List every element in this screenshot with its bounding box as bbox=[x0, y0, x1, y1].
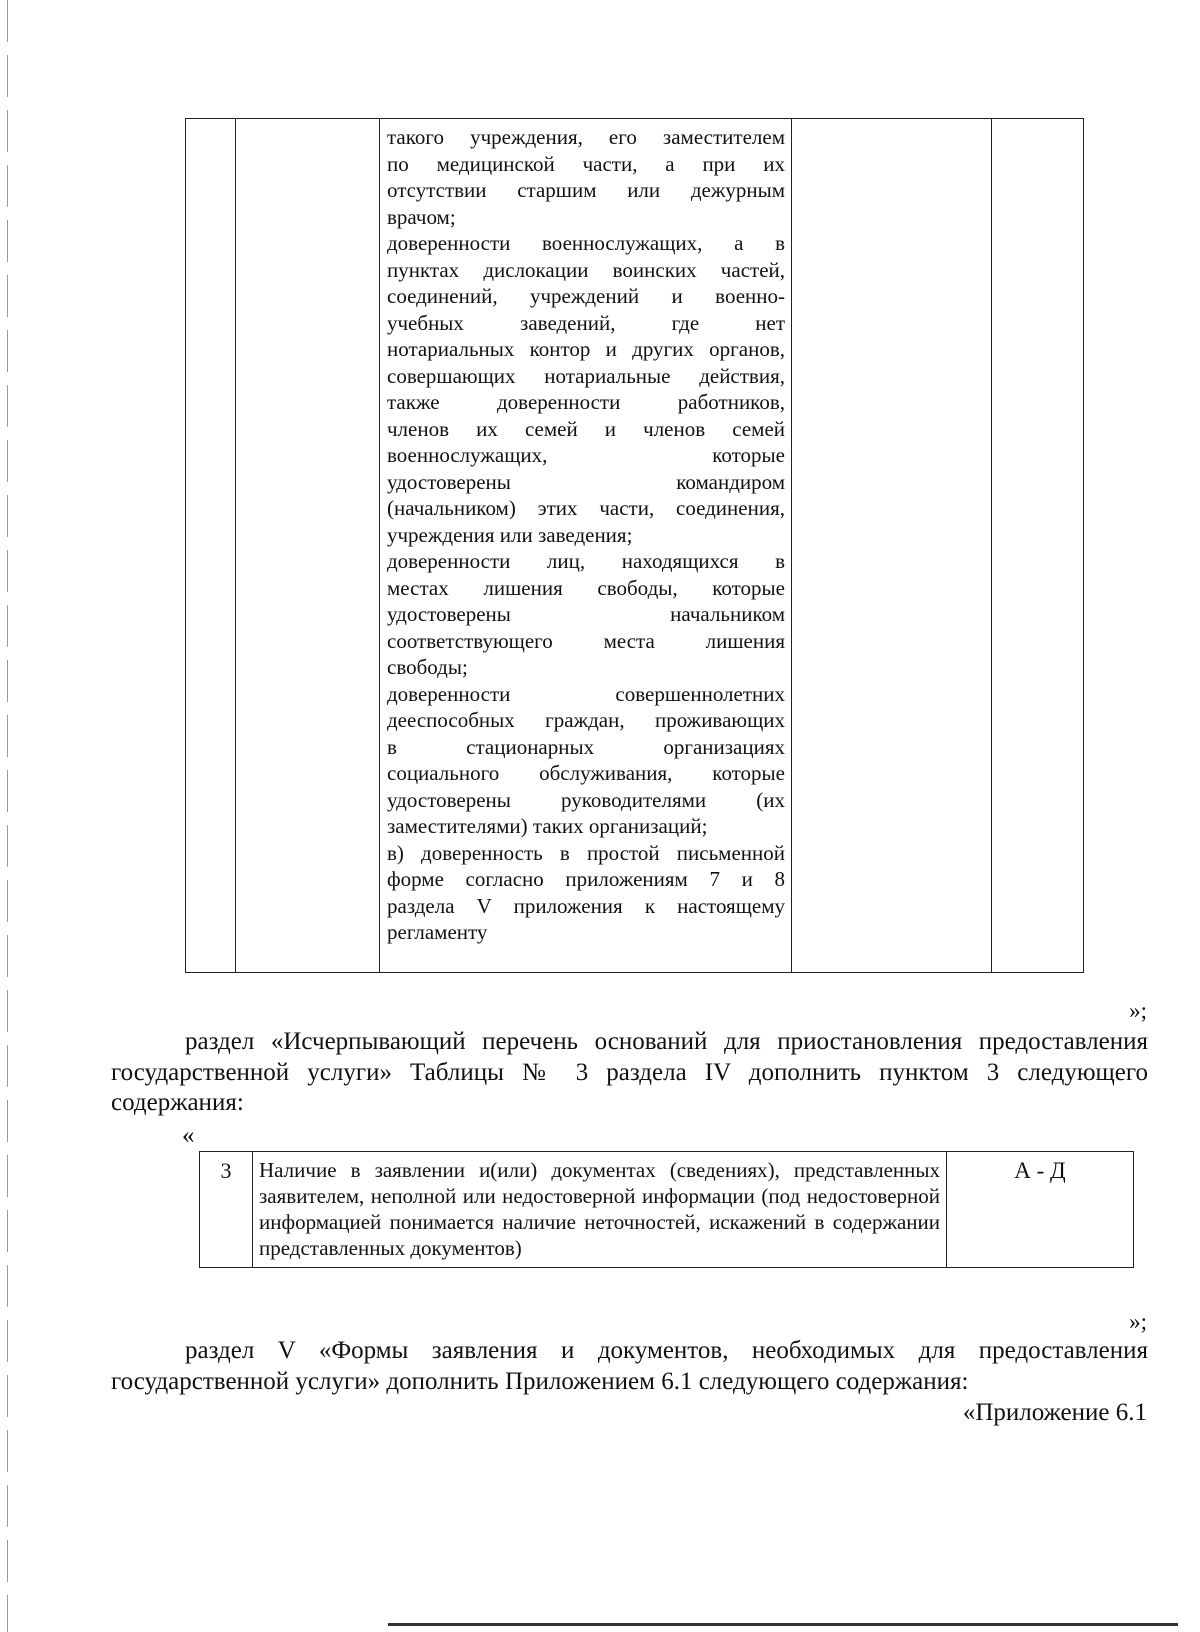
opening-quote: « bbox=[182, 1122, 195, 1149]
documents-line: дееспособных граждан, проживающих bbox=[387, 708, 785, 732]
documents-line: раздела V приложения к настоящему bbox=[387, 893, 785, 918]
documents-line: (начальником) этих части, соединения, bbox=[387, 496, 785, 520]
bottom-rule bbox=[388, 1623, 1178, 1626]
documents-line: в стационарных организациях bbox=[387, 734, 785, 759]
documents-line: совершающих нотариальные действия, bbox=[387, 363, 785, 388]
documents-line: социального обслуживания, которые bbox=[387, 761, 785, 785]
documents-line: нотариальных контор и других органов, bbox=[387, 337, 785, 361]
paragraph-application-forms: раздел V «Формы заявления и документов, необходимых для предоставления государственной услуги» дополнить Приложением 6.1 следующего содержания: bbox=[111, 1337, 1148, 1395]
documents-line: пунктах дислокации воинских частей, bbox=[387, 257, 785, 282]
documents-line: в) доверенность в простой письменной bbox=[387, 840, 785, 865]
documents-line: учебных заведений, где нет bbox=[387, 310, 785, 335]
ground-code: А - Д bbox=[947, 1152, 1134, 1268]
table-cell-empty-4 bbox=[792, 119, 992, 973]
documents-line: по медицинской части, а при их bbox=[387, 151, 785, 176]
documents-line: учреждения или заведения; bbox=[387, 522, 633, 547]
table-row bbox=[200, 1152, 1134, 1268]
documents-line: соответствующего места лишения bbox=[387, 628, 785, 653]
documents-line: такого учреждения, его заместителем bbox=[387, 125, 785, 149]
appendix-label: «Приложение 6.1 bbox=[962, 1399, 1147, 1426]
documents-line: удостоверены начальником bbox=[387, 602, 785, 626]
documents-line: форме согласно приложениям 7 и 8 bbox=[387, 867, 785, 891]
documents-line: удостоверены руководителями (их bbox=[387, 787, 785, 812]
closing-quote-1: »; bbox=[1129, 998, 1147, 1023]
ground-description: Наличие в заявлении и(или) документах (сведениях), представленных заявителем, неполной или недостоверной информации (под недостоверной информацией понимается наличие неточностей, искажений в содержании представленных документов) bbox=[253, 1152, 947, 1268]
documents-line: местах лишения свободы, которые bbox=[387, 575, 785, 600]
closing-quote-2: »; bbox=[1129, 1309, 1147, 1334]
scan-left-margin-line bbox=[7, 0, 8, 1632]
documents-line: также доверенности работников, bbox=[387, 390, 785, 414]
suspension-grounds-table bbox=[199, 1151, 1134, 1268]
table-cell-documents bbox=[380, 119, 792, 973]
documents-line: отсутствии старшим или дежурным bbox=[387, 178, 785, 202]
paragraph-suspension-grounds: раздел «Исчерпывающий перечень оснований для приостановления предоставления государственной услуги» Таблицы № 3 раздела IV дополнить пунктом 3 следующего содержания: bbox=[111, 1028, 1148, 1116]
documents-line: военнослужащих, которые bbox=[387, 443, 785, 467]
documents-line: доверенности военнослужащих, а в bbox=[387, 231, 785, 255]
table-row bbox=[186, 119, 1084, 973]
documents-line: доверенности лиц, находящихся в bbox=[387, 549, 785, 573]
table-cell-name bbox=[236, 119, 380, 973]
documents-line: заместителями) таких организаций; bbox=[387, 814, 708, 838]
documents-line: соединений, учреждений и военно- bbox=[387, 284, 785, 308]
documents-line: регламенту bbox=[387, 920, 488, 944]
documents-text bbox=[380, 119, 791, 950]
table-cell-number bbox=[186, 119, 236, 973]
table-cell-empty-5 bbox=[992, 119, 1084, 973]
documents-line: доверенности совершеннолетних bbox=[387, 681, 785, 706]
requirements-table bbox=[185, 118, 1084, 973]
documents-line: врачом; bbox=[387, 204, 456, 229]
documents-line: свободы; bbox=[387, 655, 468, 679]
row-number: 3 bbox=[200, 1152, 253, 1268]
documents-line: членов их семей и членов семей bbox=[387, 416, 785, 441]
documents-line: удостоверены командиром bbox=[387, 469, 785, 494]
